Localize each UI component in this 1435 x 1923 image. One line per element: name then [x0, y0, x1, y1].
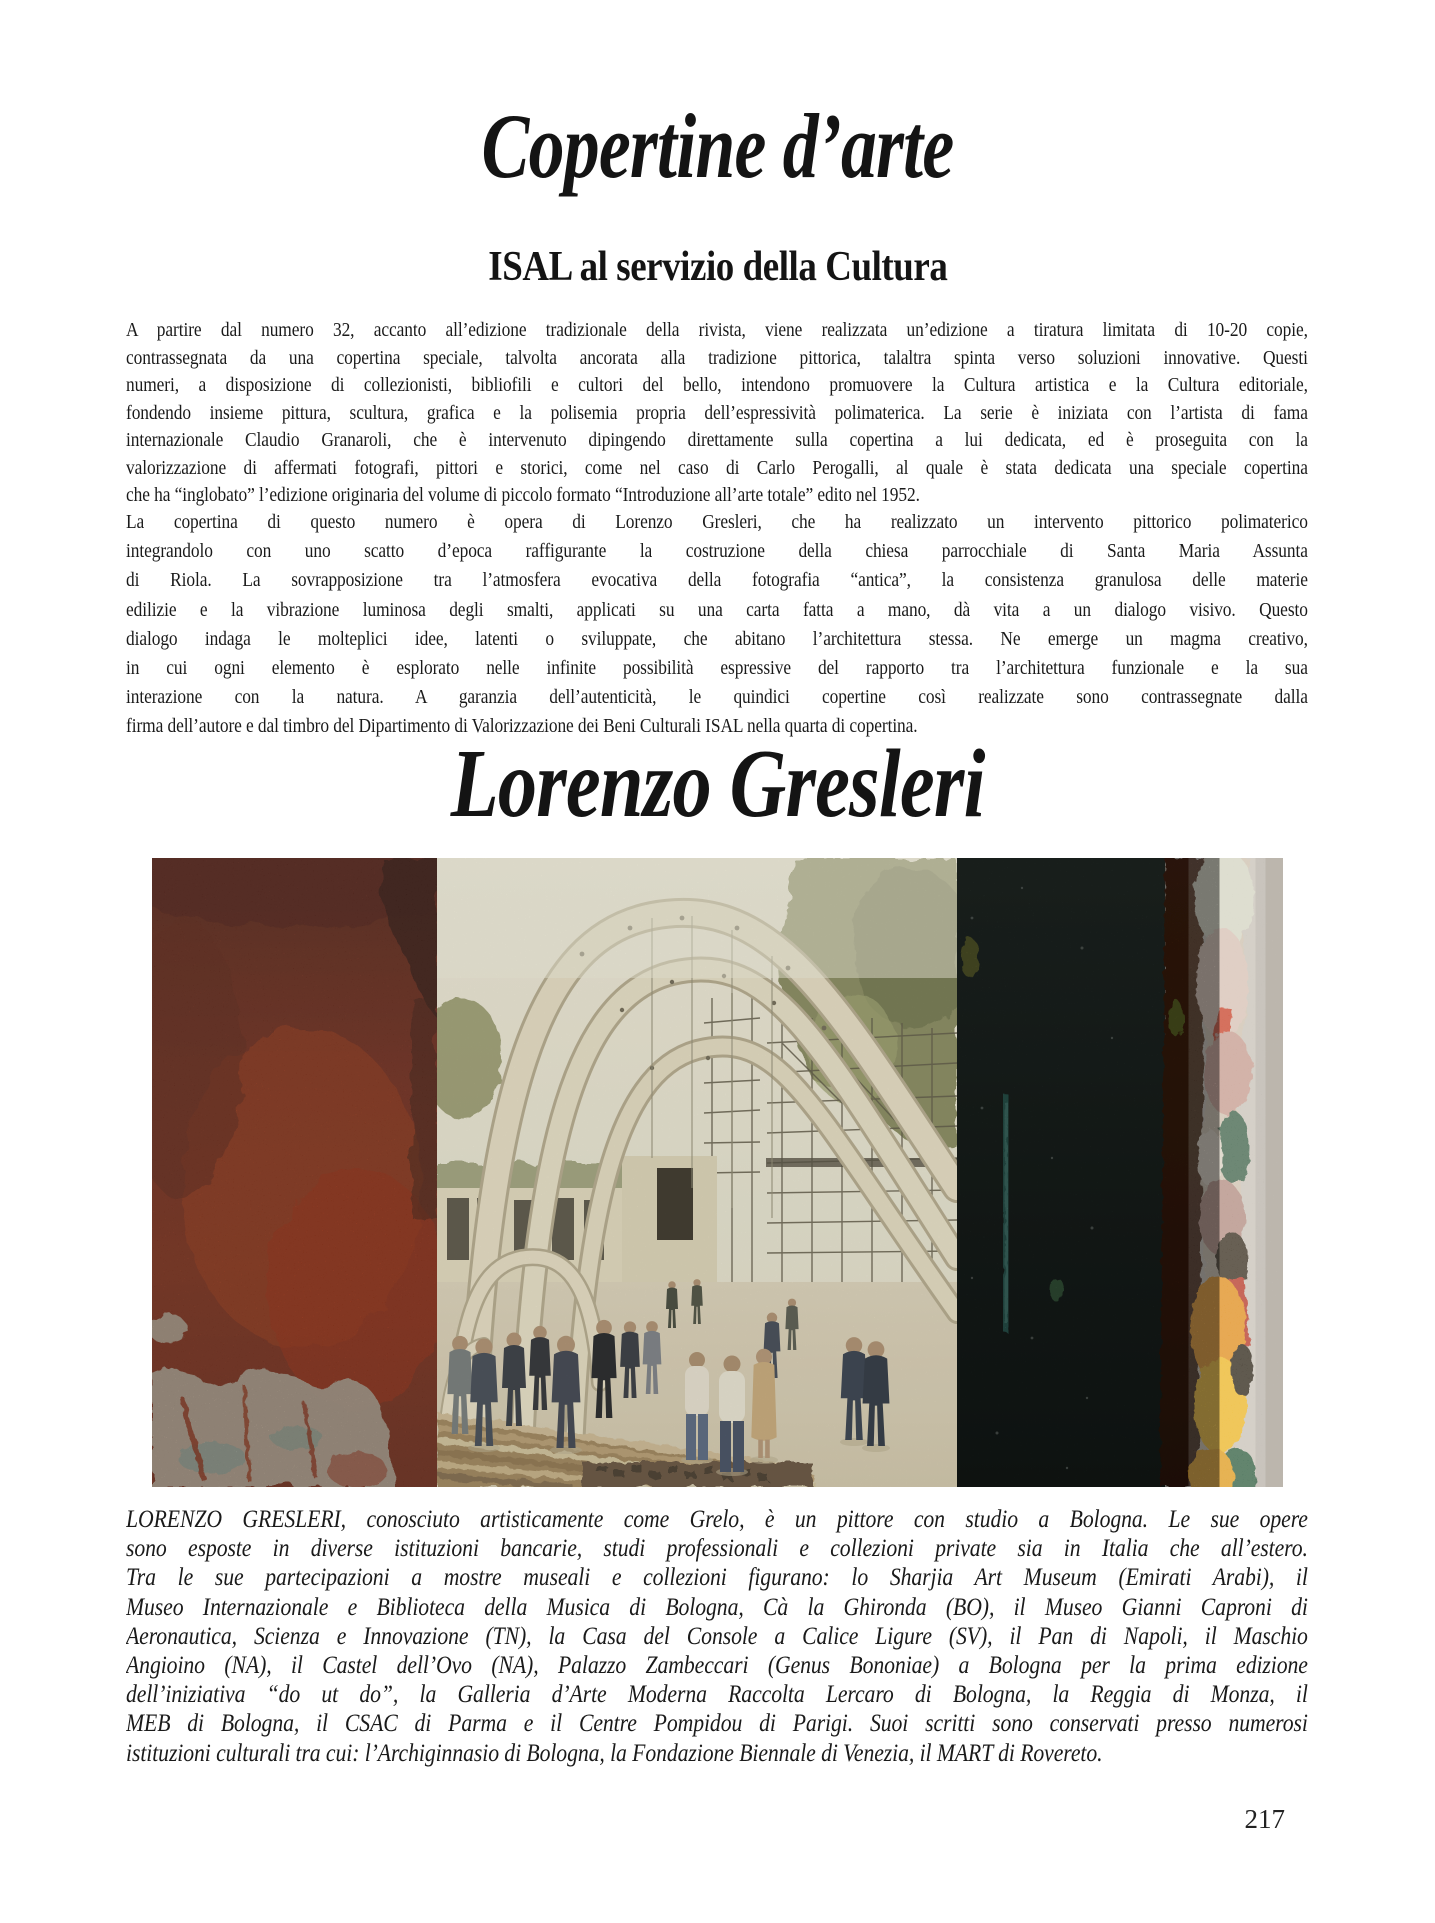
artwork-svg: [152, 858, 1283, 1487]
page-subtitle: [0, 243, 1435, 291]
construction-photo-panel: [422, 858, 972, 1487]
artist-name-text: Lorenzo Gresleri: [450, 730, 985, 838]
artist-name-title: [0, 730, 1435, 838]
page-title: [0, 95, 1435, 197]
artist-bio-paragraph: LORENZO GRESLERI, conosciuto artisticamente come Grelo, è un pittore con studio a Bologna. Le sue opere sono esposte in diverse istituzioni bancarie, studi professionali e collezioni private sia in Italia che all’estero. Tra le sue partecipazioni a mostre museali e collezioni figurano: lo Sharjia Art Museum (Emirati Arabi), il Museo Internazionale e Biblioteca della Musica di Bologna, Cà la Ghironda (BO), il Museo Gianni Caproni di Aeronautica, Scienza e Innovazione (TN), la Casa del Console a Calice Ligure (SV), il Pan di Napoli, il Maschio Angioino (NA), il Castel dell’Ovo (NA), Palazzo Zambeccari (Genus Bononiae) a Bologna per la prima edizione dell’iniziativa “do ut do”, la Galleria d’Arte Moderna Raccolta Lercaro di Bologna, la Reggia di Monza, il MEB di Bologna, il CSAC di Parma e il Centre Pompidou di Parigi. Suoi scritti sono conservati presso numerosi istituzioni culturali tra cui: l’Archiginnasio di Bologna, la Fondazione Biennale di Venezia, il MART di Rovereto.: [126, 1506, 1308, 1767]
page-subtitle-text: ISAL al servizio della Cultura: [487, 244, 948, 290]
page-number: 217: [1244, 1804, 1285, 1834]
page-title-text: Copertine d’arte: [481, 95, 954, 197]
dark-paint-panel: [957, 858, 1283, 1487]
intro-paragraph-2: La copertina di questo numero è opera di Lorenzo Gresleri, che ha realizzato un intervento pittorico polimaterico integrandolo con uno scatto d’epoca raffigurante la costruzione della chiesa parrocchiale di Santa Maria Assunta di Riola. La sovrapposizione tra l’atmosfera evocativa della fotografia “antica”, la consistenza granulosa delle materie edilizie e la vibrazione luminosa degli smalti, applicati su una carta fatta a mano, dà vita a un dialogo visivo. Questo dialogo indaga le molteplici idee, latenti o sviluppate, che abitano l’architettura stessa. Ne emerge un magma creativo, in cui ogni elemento è esplorato nelle infinite possibilità espressive del rapporto tra l’architettura funzionale e la sua interazione con la natura. A garanzia dell’autenticità, le quindici copertine così realizzate sono contrassegnate dalla firma dell’autore e dal timbro del Dipartimento di Valorizzazione dei Beni Culturali ISAL nella quarta di copertina.: [126, 511, 1308, 738]
intro-paragraph-1: A partire dal numero 32, accanto all’edizione tradizionale della rivista, viene realizzata un’edizione a tiratura limitata di 10-20 copie, contrassegnata da una copertina speciale, talvolta ancorata alla tradizione pittorica, talaltra spinta verso soluzioni innovative. Questi numeri, a disposizione di collezionisti, bibliofili e cultori del bello, intendono promuovere la Cultura artistica e la Cultura editoriale, fondendo insieme pittura, scultura, grafica e la polisemia propria dell’espressività polimaterica. La serie è iniziata con l’artista di fama internazionale Claudio Granaroli, che è intervenuto dipingendo direttamente sulla copertina a lui dedicata, ed è proseguita con la valorizzazione di affermati fotografi, pittori e storici, come nel caso di Carlo Perogalli, al quale è stata dedicata una speciale copertina che ha “inglobato” l’edizione originaria del volume di piccolo formato “Introduzione all’arte totale” edito nel 1952.: [126, 319, 1308, 506]
artwork-image: [152, 858, 1283, 1487]
red-paint-panel: [152, 858, 462, 1487]
